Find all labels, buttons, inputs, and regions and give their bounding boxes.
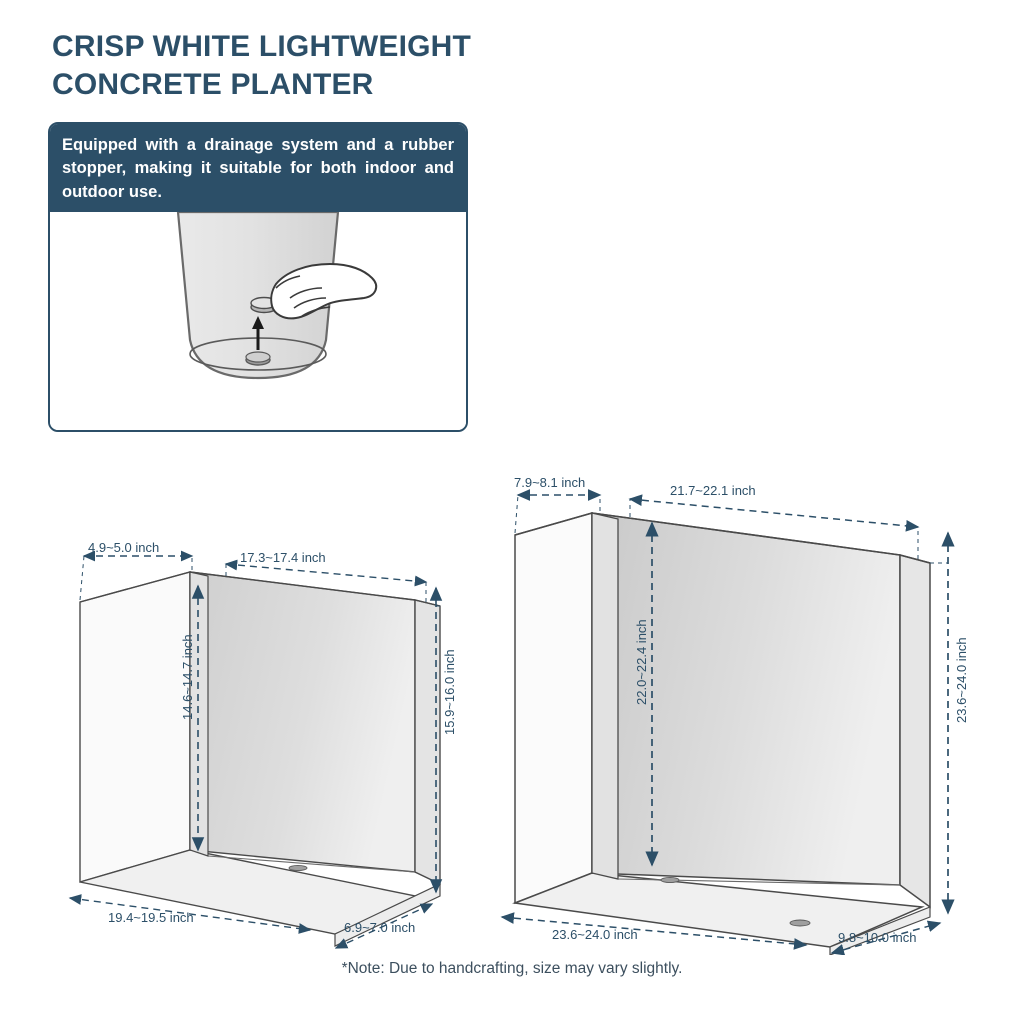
small-label-inner-height: 14.6~14.7 inch (180, 634, 195, 720)
small-label-bottom-depth: 6.9~7.0 inch (344, 920, 416, 935)
small-label-top-width: 17.3~17.4 inch (240, 550, 326, 565)
large-label-inner-height: 22.0~22.4 inch (634, 619, 649, 705)
large-planter-drain-hole-front (790, 920, 810, 926)
large-planter-left-lip (592, 513, 618, 879)
large-planter-right-edge (900, 555, 930, 907)
small-planter-body (80, 572, 440, 946)
large-planter-drain-hole-left (661, 877, 679, 882)
small-planter-drain-hole (289, 865, 307, 870)
small-dim-line-top-width (226, 564, 426, 582)
title-line-2: CONCRETE PLANTER (52, 68, 374, 102)
large-label-bottom-width: 23.6~24.0 inch (552, 927, 638, 942)
callout-text: Equipped with a drainage system and a rubber stopper, making it suitable for both indoor and outdoor use. (50, 124, 466, 212)
title-line-1: CRISP WHITE LIGHTWEIGHT (52, 30, 472, 63)
large-label-outer-height: 23.6~24.0 inch (954, 637, 969, 723)
small-ext-1 (80, 556, 84, 600)
large-label-bottom-depth: 9.8~10.0 inch (838, 930, 917, 945)
drain-stopper-seat-top (246, 352, 270, 362)
small-label-bottom-width: 19.4~19.5 inch (108, 910, 194, 925)
callout-illustration (50, 212, 466, 430)
feature-callout-card (48, 122, 468, 432)
small-planter-dimension-diagram (40, 520, 480, 950)
large-planter-dimension-diagram (470, 455, 1015, 955)
large-planter-body (515, 513, 930, 955)
large-label-top-width: 21.7~22.1 inch (670, 483, 756, 498)
small-label-top-left-depth: 4.9~5.0 inch (88, 540, 160, 555)
page-title (52, 28, 652, 105)
stopper-illustration-svg (50, 212, 466, 428)
small-planter-left-side (80, 572, 190, 882)
large-dim-line-top-width (630, 499, 918, 527)
footnote: *Note: Due to handcrafting, size may vary slightly. (341, 960, 683, 977)
small-label-outer-height: 15.9~16.0 inch (442, 649, 457, 735)
large-ext-1 (515, 495, 518, 533)
large-label-top-left-depth: 7.9~8.1 inch (514, 475, 586, 490)
large-planter-left-side (515, 513, 592, 903)
